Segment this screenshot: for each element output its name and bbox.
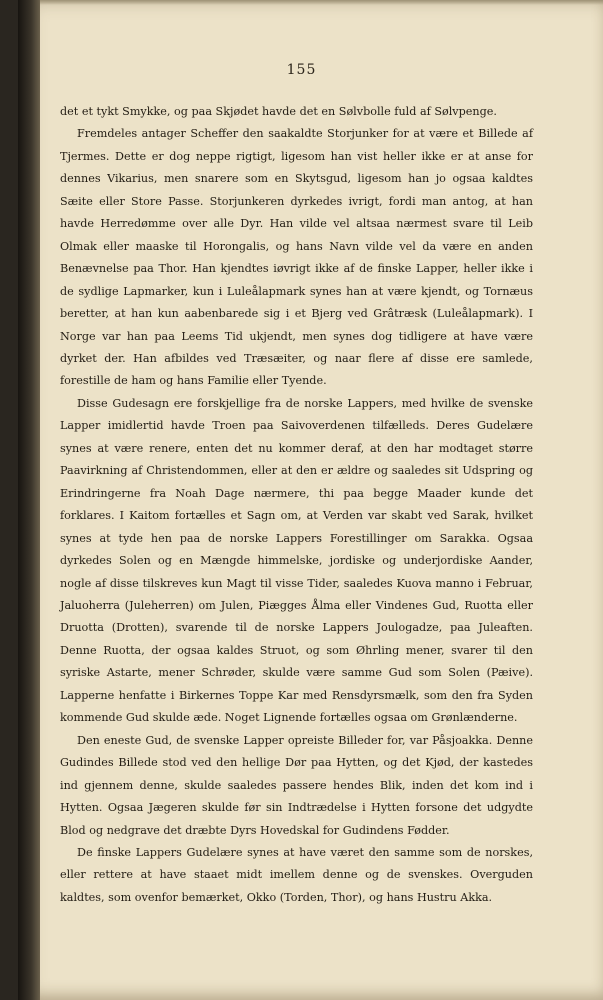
- paragraph-gudesagn: Disse Gudesagn ere forskjellige fra de norske Lappers, med hvilke de svenske Lapper imidlertid havde Troen paa Saivoverdenen tilfælleds. Deres Gudelære synes at være renere, enten det nu kommer deraf, at den har modtaget større Paavirkning af Christendommen, eller at den er ældre og saaledes sit Udspring og Erindringerne fra Noah Dage nærmere, thi paa begge Maader kunde det forklares. I Kaitom fortælles et Sagn om, at Verden var skabt ved Sarak, hvilket synes at tyde hen paa de norske Lappers Forestillinger om Sarakka. Ogsaa dyrkedes Solen og en Mængde himmelske, jordiske og underjordiske Aander, nogle af disse tilskreves kun Magt til visse Tider, saaledes Kuova manno i Februar, Jaluoherra (Juleherren) om Julen, Piægges Ålma eller Vindenes Gud, Ruotta eller Druotta (Drotten), svarende til de norske Lappers Joulogadze, paa Juleaften. Denne Ruotta, der ogsaa kaldes Struot, og som Øhrling mener, svarer til den syriske Astarte, mener Schrøder, skulde være samme Gud som Solen (Pæive). Lapperne henfatte i Birkernes Toppe Kar med Rensdyrsmælk, som den fra Syden kommende Gud skulde æde. Noget Lignende fortælles ogsaa om Grønlænderne.: [60, 396, 533, 725]
- page-number: 155: [286, 62, 317, 78]
- paragraph-storjunker: Fremdeles antager Scheffer den saakaldte Storjunker for at være et Billede af Tjermes. Dette er dog neppe rigtigt, ligesom han vist heller ikke er at anse for dennes Vikarius, men snarere som en Skytsgud, ligesom han jo ogsaa kaldtes Sæite eller Store Passe. Storjunkeren dyrkedes ivrigt, fordi man antog, at han havde Herredømme over alle Dyr. Han vilde vel altsaa nærmest svare til Leib Olmak eller maaske til Horongalis, og hans Navn vilde vel da være en anden Benævnelse paa Thor. Han kjendtes iøvrigt ikke af de finske Lapper, heller ikke i de sydlige Lapmarker, kun i Luleålapmark synes han at være kjendt, og Tornæus beretter, at han kun aabenbarede sig i et Bjerg ved Grâtræsk (Luleålapmark). I Norge var han paa Leems Tid ukjendt, men synes dog tidligere at have være dyrket der. Han afbildes ved Træsæiter, og naar flere af disse ere samlede, forestille de ham og hans Familie eller Tyende.: [60, 127, 533, 388]
- paragraph-continuation: det et tykt Smykke, og paa Skjødet havde det en Sølvbolle fuld af Sølvpenge.: [60, 105, 497, 118]
- page-top-edge: [40, 0, 603, 5]
- book-gutter: [18, 0, 40, 1000]
- paragraph-pasjoakka: Den eneste Gud, de svenske Lapper opreiste Billeder for, var Påsjoakka. Denne Gudindes Billede stod ved den hellige Dør paa Hytten, og det Kjød, der kastedes ind gjennem denne, skulde saaledes passere hendes Blik, inden det kom ind i Hytten. Ogsaa Jægeren skulde før sin Indtrædelse i Hytten forsone det udgydte Blod og nedgrave det dræbte Dyrs Hovedskal for Gudindens Fødder.: [60, 733, 533, 837]
- page-body: [60, 101, 533, 909]
- paragraph-finske-lapper: De finske Lappers Gudelære synes at have været den samme som de norskes, eller rettere at have staaet midt imellem denne og de svenskes. Overguden kaldtes, som ovenfor bemærket, Okko (Torden, Thor), og hans Hustru Akka.: [60, 845, 533, 904]
